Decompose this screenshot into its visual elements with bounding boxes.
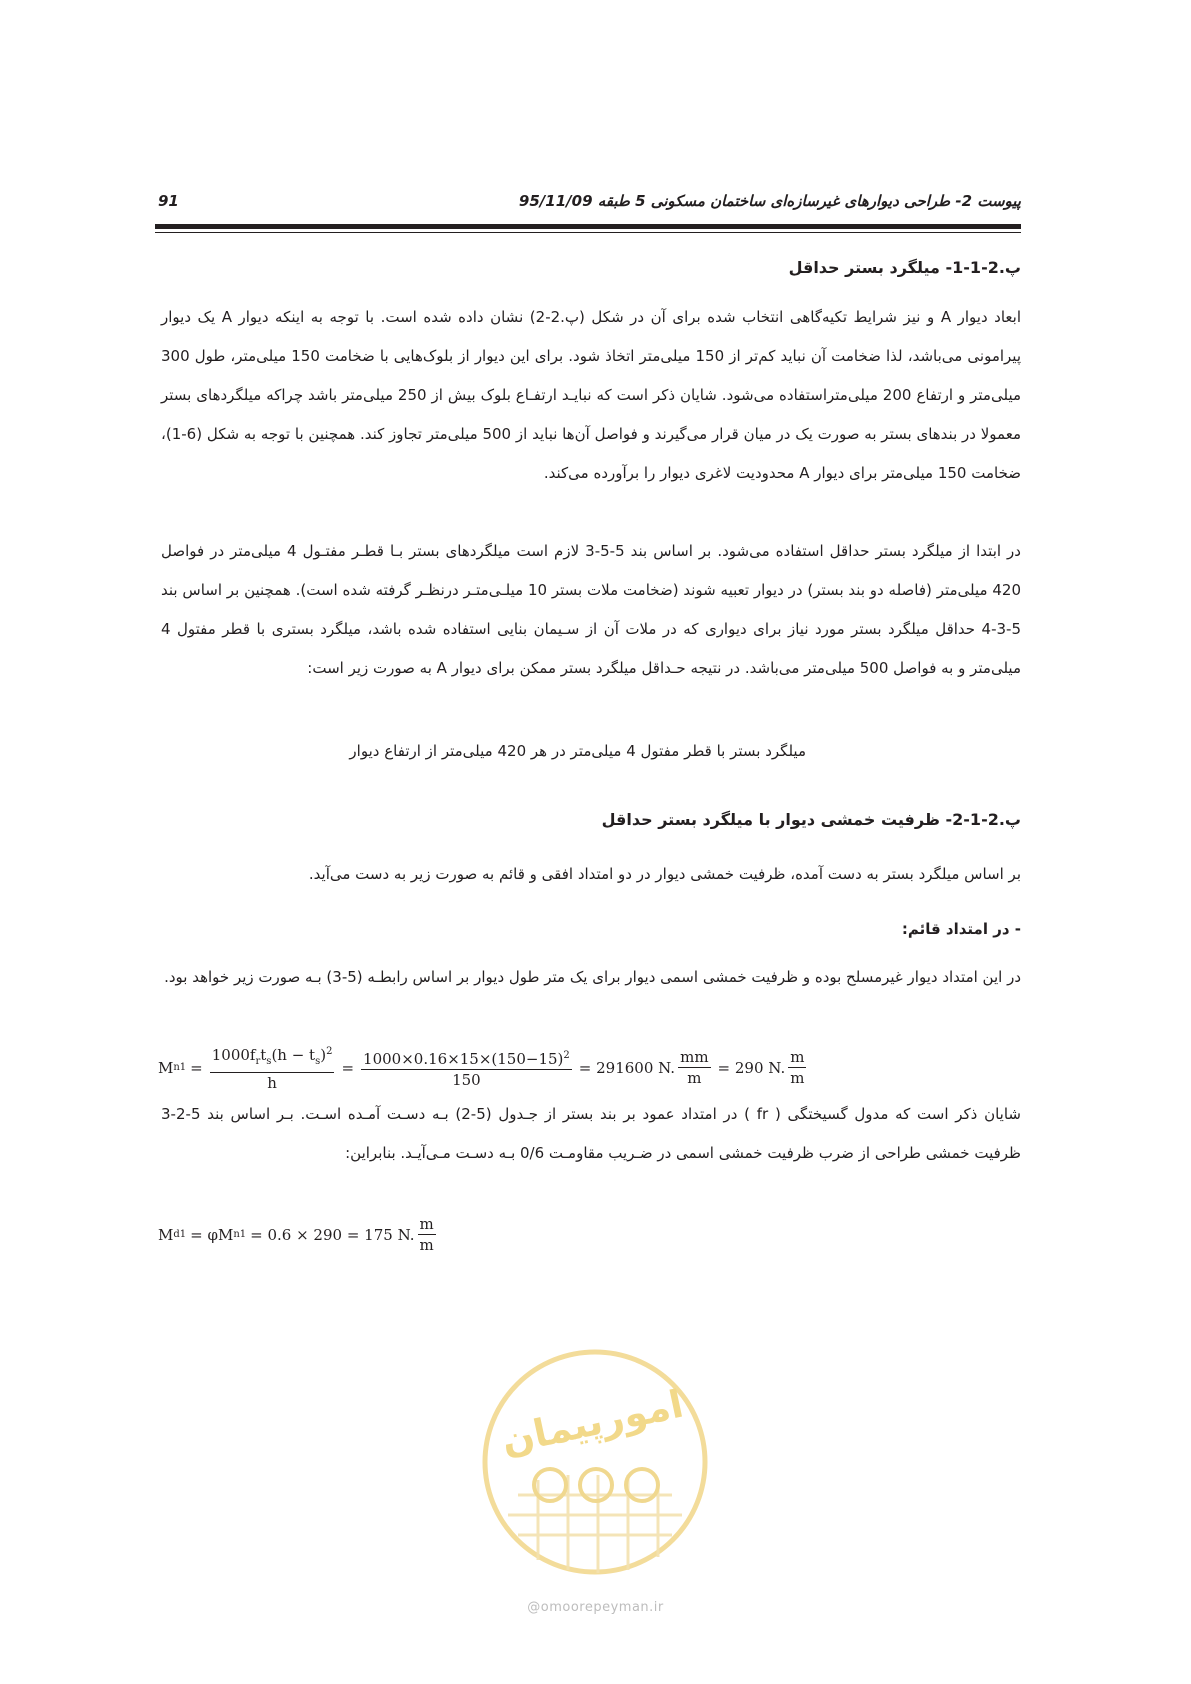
eq-lhs: M	[158, 1058, 174, 1077]
paragraph-text: در ابتدا از میلگرد بستر حداقل استفاده می‌شود. بر اساس بند 5-5-3 لازم است میلگردهای بستر بـا قطـر مفتـول 4 میلی‌متر در فواصل 420 میلی‌متر (فاصله دو بند بستر) در دیوار تعبیه شوند (ضخامت ملات بستر 10 میلـی‌متـر درنظـر گرفته شده است). همچنین بر اساس بند 5-3-4 حداقل میلگرد بستر مورد نیاز برای دیواری که در ملات آن از سـیمان بنایی استفاده شده باشد، میلگرد بستری با قطر مفتول 4 میلی‌متر و به فواصل 500 میلی‌متر می‌باشد. در نتیجه حـداقل میلگرد بستر ممکن برای دیوار A به صورت زیر است:	[161, 542, 1022, 677]
section1-paragraph-1	[161, 298, 1021, 493]
header-rule-thick	[155, 224, 1021, 229]
eq2-unit-fraction: $\frac{m}{m}$	[419, 1215, 434, 1254]
section2-paragraph-2	[161, 1095, 1021, 1173]
result-line: میلگرد بستر با قطر مفتول 4 میلی‌متر در هر 420 میلی‌متر از ارتفاع دیوار	[349, 742, 806, 760]
watermark-stamp-logo	[478, 1345, 712, 1579]
footer-website: @omoorepeyman.ir	[527, 1600, 664, 1615]
equation-design-moment: M d1 = φM n1 = 0.6 × 290 = 175 N. $\frac{m}{m}$	[158, 1215, 434, 1254]
paragraph-text: ابعاد دیوار A و نیز شرایط تکیه‌گاهی انتخاب شده برای آن در شکل (پ.2-2) نشان داده شده است. با توجه به اینکه دیوار A یک دیوار پیرامونی می‌باشد، لذا ضخامت آن نباید کم‌تر از 150 میلی‌متر اتخاذ شود. برای این دیوار از بلوک‌هایی با ضخامت 150 میلی‌متر، طول 300 میلی‌متر و ارتفاع 200 میلی‌متراستفاده می‌شود. شایان ذکر است که نبایـد ارتفـاع بلوک بیش از 250 میلی‌متر باشد چراکه میلگردهای بستر معمولا در بندهای بستر به صورت یک در میان قرار می‌گیرند و فواصل آن‌ها نباید از 500 میلی‌متر تجاوز کند. همچنین با توجه به شکل (6-1)، ضخامت 150 میلی‌متر برای دیوار A محدودیت لاغری دیوار را برآورده می‌کند.	[161, 308, 1022, 482]
eq-unit-fraction-2: $\frac{m}{m}$	[790, 1048, 805, 1087]
page-number: 91	[158, 192, 179, 210]
eq-unit-fraction-1: $\frac{mm}{m}$	[680, 1048, 709, 1087]
stamp-lettering: امورپیمان	[497, 1381, 687, 1463]
paragraph-text: شایان ذکر است که مدول گسیختگی ( fr ) در امتداد عمود بر بند بستر از جـدول (5-2) بـه دسـت آمـده اسـت. بـر اساس بند 5-2-3 ظرفیت خمشی طراحی از ضرب ظرفیت خمشی اسمی در ضـریب مقاومـت 0/6 بـه دسـت مـی‌آیـد. بنابراین:	[161, 1105, 1021, 1162]
header-rule-thin	[155, 232, 1021, 233]
section2-paragraph-1	[161, 958, 1021, 997]
running-header-title: پیوست 2- طراحی دیوارهای غیرسازه‌ای ساختمان مسکونی 5 طبقه 95/11/09	[518, 192, 1021, 210]
paragraph-text: در این امتداد دیوار غیرمسلح بوده و ظرفیت خمشی اسمی دیوار برای یک متر طول دیوار بر اساس رابطـه (5-3) بـه صورت زیر خواهد بود.	[164, 968, 1021, 986]
equation-nominal-moment: M n1 = $\frac{1000f_rt_s(h - t_s)^2}{h}$ = $\frac{1000\times 0.16\times 15\times(150-15)^2}{150}$ = 291600 N. $\frac{mm}{m}$ = 290 N. $\frac{m}{m}$	[158, 1043, 809, 1092]
section1-paragraph-2	[161, 532, 1021, 688]
subheading-vertical: - در امتداد قائم:	[901, 920, 1021, 938]
eq-fraction-2: $\frac{1000\times 0.16\times 15\times(150-15)^2}{150}$	[361, 1047, 572, 1089]
section-heading-2: پ.2-1-2- ظرفیت خمشی دیوار با میلگرد بستر حداقل	[601, 810, 1021, 829]
eq-fraction-1: $\frac{1000f_rt_s(h - t_s)^2}{h}$	[210, 1043, 335, 1092]
eq-lhs-sub: n1	[173, 1062, 187, 1073]
section-heading-1: پ.2-1-1- میلگرد بستر حداقل	[788, 258, 1021, 277]
section2-intro: بر اساس میلگرد بستر به دست آمده، ظرفیت خمشی دیوار در دو امتداد افقی و قائم به صورت زیر به دست می‌آید.	[308, 865, 1021, 883]
